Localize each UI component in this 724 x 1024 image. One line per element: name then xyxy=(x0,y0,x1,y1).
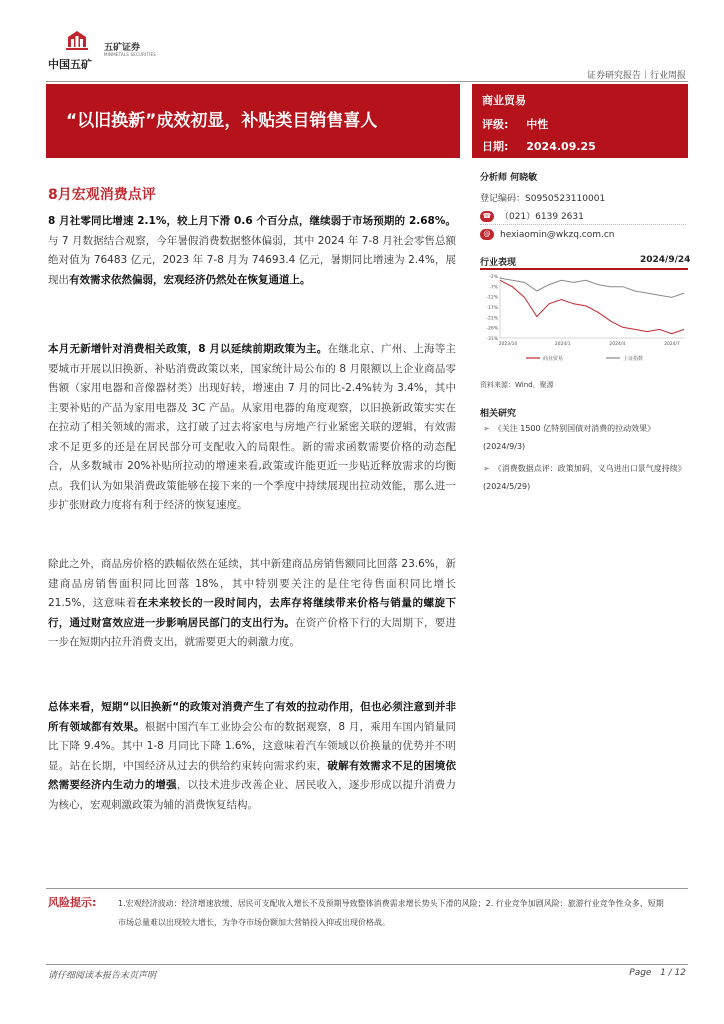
legend-label: 上证指数 xyxy=(623,356,644,362)
y-tick-label: -12% xyxy=(486,295,498,301)
paragraph-4 xyxy=(48,698,456,815)
header-divider xyxy=(46,81,688,82)
analyst-email xyxy=(480,229,615,240)
industry-performance-chart xyxy=(478,270,688,368)
y-tick-label: -2% xyxy=(489,275,498,280)
y-tick-label: -31% xyxy=(486,337,498,342)
company-logo xyxy=(46,30,156,70)
phone-icon: ☎ xyxy=(480,211,494,222)
analyst-phone xyxy=(480,209,584,222)
bold-text-segment: 在未来较长的一段时间内，去库存将继续带来价格与销量的螺旋下行，通过财富效应进一步影响居民部门的支出行为。 xyxy=(48,597,456,629)
series-line-industry xyxy=(500,280,684,333)
x-tick-label: 2024/7 xyxy=(664,342,680,347)
x-tick-label: 2023/10 xyxy=(498,342,518,347)
rating-row xyxy=(482,116,548,132)
email-icon: @ xyxy=(480,229,494,240)
section-title: 8月宏观消费点评 xyxy=(48,187,156,203)
y-tick-label: -7% xyxy=(489,285,498,291)
performance-date: 2024/9/24 xyxy=(640,255,691,265)
reg-label: 登记编码： xyxy=(480,194,526,204)
related-research-title: 相关研究 xyxy=(480,409,517,419)
text-segment: 在继北京、广州、上海等主要城市开展以旧换新、补贴消费政策以来，国家统计局公布的 8 月限额以上企业商品零售额（家用电器和音像器材类）出现好转，增速由 7 月的同比-2.4%转为 3.4%，其中主要补贴的产品为家用电器及 3C 产品。从家用电器的角度观察，以旧换新政策实实在在拉动了相关领域的需求，这打破了过去将家电与房地产行业紧密关联的逻辑，有效需求不足更多的还是在居民部分可支配收入的局限性。新的需求函数需要价格的动态配合，从多数城市 20%补贴所拉动的增速来看,政策或许能更近一步贴近释放需求的均衡点。我们认为如果消费政策能够在接下来的一个季度中持续展现出拉动效能，那么进一步扩张财政力度将有利于经济的恢复速度。 xyxy=(48,343,457,511)
x-tick-label: 2024/1 xyxy=(554,342,571,347)
reg-number: S0950523110001 xyxy=(525,194,606,204)
contact-divider xyxy=(480,224,686,225)
date-row xyxy=(482,138,596,154)
page-label: Page xyxy=(629,968,652,978)
analyst-name: 分析师 何晓敏 xyxy=(480,173,538,183)
rating-label: 评级: xyxy=(482,118,509,131)
rating-value: 中性 xyxy=(526,118,549,131)
report-title: “以旧换新”成效初显，补贴类目销售喜人 xyxy=(66,111,378,131)
text-segment: ，以技术进步改善企业、居民收入，逐步形成以提升消费力为核心，宏观刺激政策为辅的消费恢复结构。 xyxy=(48,779,457,811)
bold-text-segment: 有效需求依然偏弱，宏观经济仍然处在恢复通道上。 xyxy=(69,273,311,286)
arrow-bullet-icon: ➢ xyxy=(483,464,490,473)
y-tick-label: -21% xyxy=(486,316,498,322)
legend-label: 商业贸易 xyxy=(543,356,564,362)
related-report-2[interactable] xyxy=(483,460,683,496)
bold-text-segment: 总体来看，短期“以旧换新“的政策对消费产生了有效的拉动作用，但也必须注意到并非所有领域都有效果。 xyxy=(48,701,456,733)
bold-text-segment: 本月无新增针对消费相关政策，8 月以延续前期政策为主。 xyxy=(48,343,328,355)
title-banner xyxy=(46,84,460,158)
y-tick-label: -26% xyxy=(486,326,498,332)
text-segment: 与 7 月数据结合观察，今年暑假消费数据整体偏弱，其中 2024 年 7-8 月社会零售总额绝对值为 76483 亿元，2023 年 7-8 月为 74693.4 亿元，暑期同比增速为 2.4%，展现出 xyxy=(48,234,456,286)
paragraph-3 xyxy=(48,555,456,653)
page-number xyxy=(629,968,686,978)
bold-text-segment: 破解有效需求不足的困境依然需要经济内生动力的增强 xyxy=(48,759,457,791)
arrow-bullet-icon: ➢ xyxy=(483,424,490,433)
doc-type-label: 证券研究报告｜行业周报 xyxy=(586,71,686,81)
securities-name: 五矿证券 xyxy=(104,43,141,53)
minmetals-emblem-icon xyxy=(64,30,90,52)
phone-number: （021）6139 2631 xyxy=(500,212,584,222)
risk-divider xyxy=(46,888,688,889)
y-tick-label: -17% xyxy=(486,306,498,311)
text-segment: 除此之外，商品房价格的跌幅依然在延续，其中新建商品房销售额同比回落 23.6%，新建商品房销售面积同比回落 18%，其中特别要关注的是住宅待售面积同比增长 21.5%，这意味着 xyxy=(48,558,456,609)
rating-banner xyxy=(472,84,688,158)
page-count: 1 / 12 xyxy=(660,968,686,978)
industry-name: 商业贸易 xyxy=(482,94,526,107)
text-segment: 根据中国汽车工业协会公布的数据观察，8 月，乘用车国内销量同比下降 9.4%。其中 1-8 月同比下降 1.6%，这意味着汽车领域以价换量的优势并不明显。站在长期，中国经济从过去的供给约束转向需求约束， xyxy=(48,720,456,772)
group-name: 中国五矿 xyxy=(48,58,92,71)
related-report-2-title[interactable]: 《消费数据点评：政策加码，义乌进出口景气度持续》(2024/5/29) xyxy=(483,464,682,491)
text-segment: 在资产价格下行的大周期下，要进一步在短期内拉升消费支出，就需要更大的刺激力度。 xyxy=(48,616,456,648)
performance-title: 行业表现 xyxy=(480,258,517,268)
analyst-registration xyxy=(480,191,605,204)
paragraph-2 xyxy=(48,340,456,516)
bold-text-segment: 8 月社零同比增速 2.1%，较上月下滑 0.6 个百分点，继续弱于市场预期的 2.68%。 xyxy=(48,215,456,227)
x-tick-label: 2024/4 xyxy=(609,342,626,347)
risk-label: 风险提示: xyxy=(48,896,97,909)
risk-text: 1.宏观经济波动：经济增速放缓、居民可支配收入增长不及预期导致整体消费需求增长势头下滑的风险；2. 行业竞争加剧风险：旅游行业竞争性众多、短期市场总量难以出现较大增长，为争夺市场份额加大营销投入抑或出现价格战。 xyxy=(118,899,664,927)
securities-en-name: MINMETALS SECURITIES xyxy=(104,52,156,57)
series-line-index xyxy=(500,278,684,297)
footer-divider xyxy=(46,964,688,965)
related-report-1[interactable] xyxy=(483,420,683,456)
date-label: 日期: xyxy=(482,140,509,153)
related-report-1-title[interactable]: 《关注 1500 亿特别国债对消费的拉动效果》(2024/9/3) xyxy=(483,424,656,451)
paragraph-1 xyxy=(48,212,456,290)
date-value: 2024.09.25 xyxy=(526,140,596,153)
email-address[interactable]: hexiaomin@wkzq.com.cn xyxy=(500,230,615,240)
footer-disclaimer: 请仔细阅读本报告末页声明 xyxy=(48,971,157,981)
data-source: 资料来源：Wind，聚源 xyxy=(480,381,554,389)
